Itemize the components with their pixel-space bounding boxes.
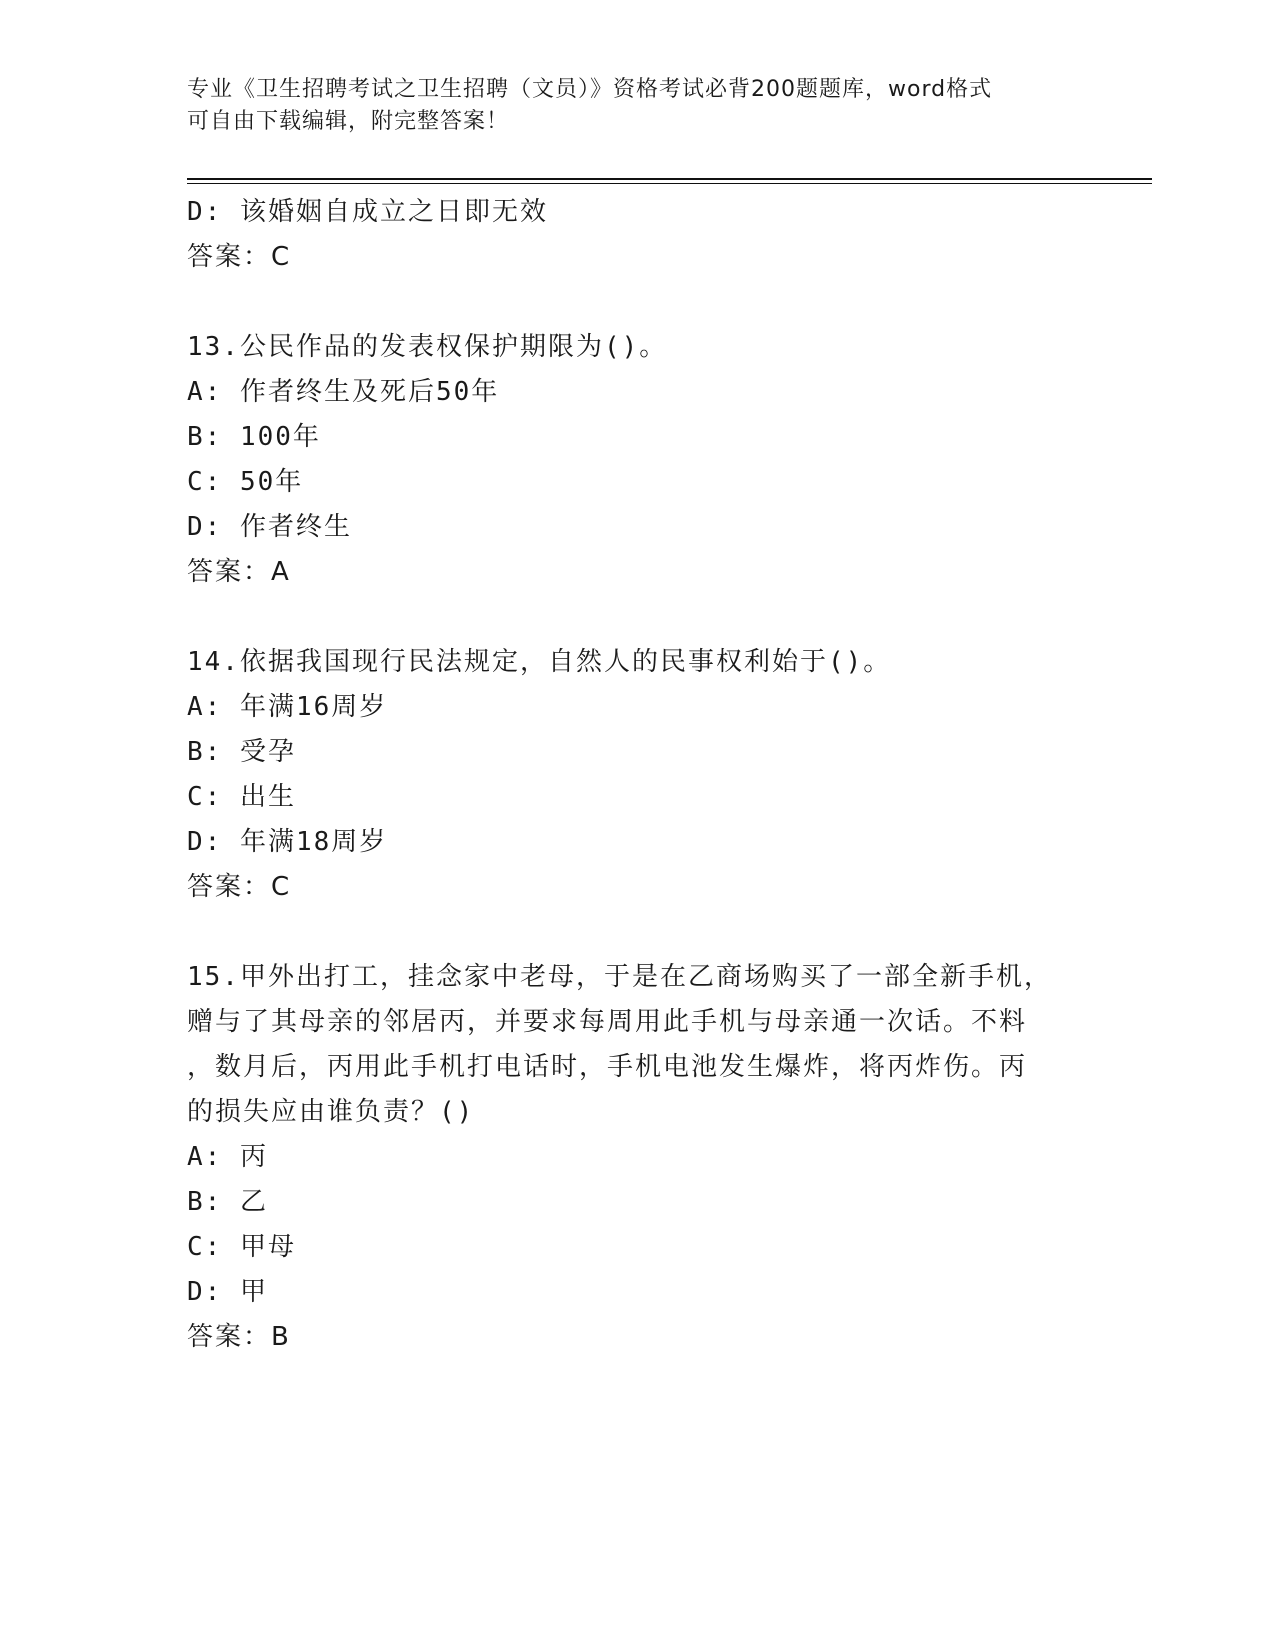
q15-question-line-4: 的损失应由谁负责？() bbox=[187, 1097, 475, 1127]
spacer bbox=[187, 595, 1067, 640]
q15-question-line-3: ，数月后，丙用此手机打电话时，手机电池发生爆炸，将丙炸伤。丙 bbox=[187, 1052, 1028, 1082]
q14-question: 14.依据我国现行民法规定，自然人的民事权利始于()。 bbox=[187, 647, 892, 677]
header-line-2: 可自由下载编辑，附完整答案！ bbox=[187, 109, 510, 134]
q13-option-c: C: 50年 bbox=[187, 467, 304, 497]
q13-option-a: A: 作者终生及死后50年 bbox=[187, 377, 500, 407]
header-rule-thin bbox=[187, 183, 1152, 184]
spacer bbox=[187, 910, 1067, 955]
q15-option-a: A: 丙 bbox=[187, 1142, 268, 1172]
q14-option-c: C: 出生 bbox=[187, 782, 296, 812]
q15-question-line-2: 赠与了其母亲的邻居丙，并要求每周用此手机与母亲通一次话。不料 bbox=[187, 1007, 1028, 1037]
q14-option-a: A: 年满16周岁 bbox=[187, 692, 388, 722]
q15-question-line-1: 15.甲外出打工，挂念家中老母，于是在乙商场购买了一部全新手机， bbox=[187, 962, 1052, 992]
q13-answer: 答案：A bbox=[187, 557, 291, 587]
q15-option-d: D: 甲 bbox=[187, 1277, 268, 1307]
spacer bbox=[187, 280, 1067, 325]
q15-answer: 答案：B bbox=[187, 1322, 291, 1352]
q14-option-b: B: 受孕 bbox=[187, 737, 296, 767]
q13-question: 13.公民作品的发表权保护期限为()。 bbox=[187, 332, 668, 362]
q15-option-b: B: 乙 bbox=[187, 1187, 268, 1217]
q14-answer: 答案：C bbox=[187, 872, 292, 902]
q13-option-b: B: 100年 bbox=[187, 422, 321, 452]
q14-option-d: D: 年满18周岁 bbox=[187, 827, 388, 857]
q13-option-d: D: 作者终生 bbox=[187, 512, 352, 542]
question-list bbox=[187, 190, 1067, 1360]
prev-option-d: D: 该婚姻自成立之日即无效 bbox=[187, 197, 548, 227]
q15-option-c: C: 甲母 bbox=[187, 1232, 296, 1262]
header-line-1: 专业《卫生招聘考试之卫生招聘（文员）》资格考试必背200题题库，word格式 bbox=[187, 77, 993, 102]
document-header bbox=[187, 74, 1067, 138]
header-rule-thick bbox=[187, 178, 1152, 180]
prev-answer: 答案：C bbox=[187, 242, 292, 272]
